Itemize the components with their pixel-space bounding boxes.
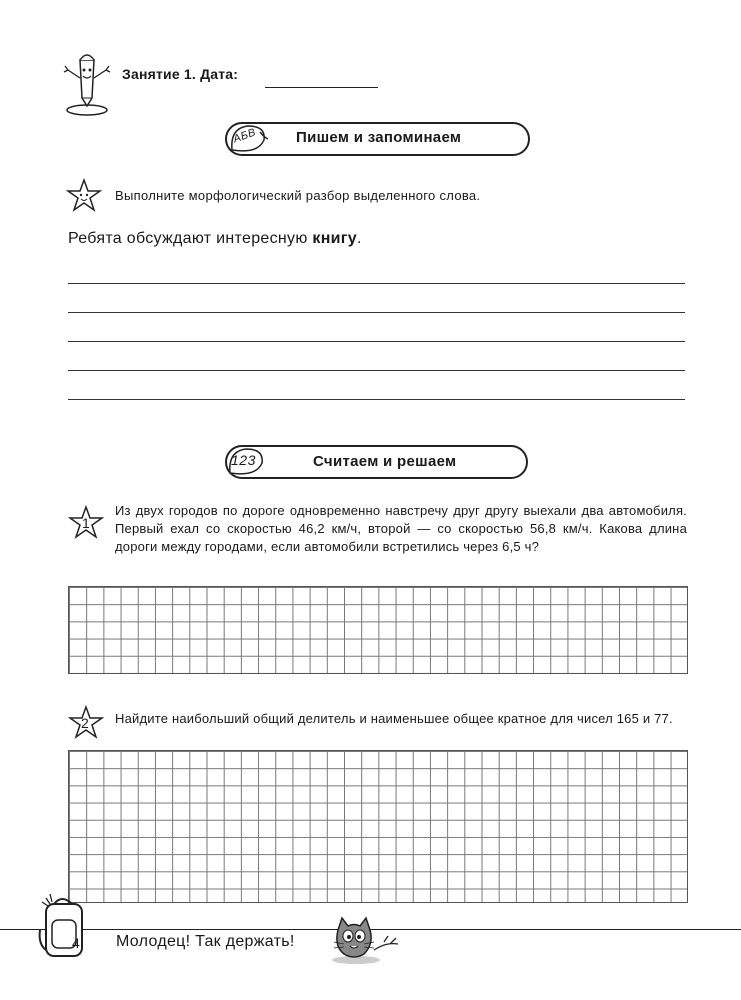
task-2-star — [68, 705, 104, 741]
pencil-mascot-icon — [62, 48, 112, 118]
numbers-icon-text: 123 — [231, 452, 256, 468]
task-1-number: 1 — [82, 515, 90, 531]
abv-icon — [228, 120, 268, 158]
answer-grid-1[interactable] — [68, 586, 688, 674]
task-2-number: 2 — [81, 715, 89, 731]
footer-motto: Молодец! Так держать! — [116, 933, 295, 950]
section-title-write: Пишем и запоминаем — [296, 129, 462, 146]
page-number: 4 — [72, 935, 80, 951]
analysis-sentence — [68, 230, 362, 248]
numbers-icon — [226, 443, 270, 481]
writing-line[interactable] — [68, 370, 685, 371]
task-1-text: Из двух городов по дороге одновременно навстречу друг другу выехали два автомобиля. Первый ехал со скоростью 46,2 км/ч, второй — со скоростью 56,8 км/ч. Какова длина дороги между городами, если автомобили встретились через 6,5 ч? — [115, 503, 687, 554]
sentence-text: Ребята обсуждают интересную — [68, 230, 313, 247]
writing-line[interactable] — [68, 341, 685, 342]
answer-grid-2[interactable] — [68, 750, 688, 903]
abv-icon-text: АБВ — [231, 126, 258, 146]
highlighted-word: книгу — [312, 230, 357, 247]
cat-mascot-icon — [326, 914, 402, 966]
backpack-icon — [32, 890, 94, 960]
sentence-end: . — [356, 230, 362, 247]
star-icon — [66, 178, 102, 214]
writing-line[interactable] — [68, 399, 685, 400]
lesson-title: Занятие 1. Дата: — [122, 66, 239, 82]
writing-line[interactable] — [68, 312, 685, 313]
date-field-line[interactable] — [265, 87, 378, 88]
section-title-math: Считаем и решаем — [313, 453, 457, 470]
task-instruction: Выполните морфологический разбор выделенного слова. — [115, 188, 481, 203]
task-2-text: Найдите наибольший общий делитель и наименьшее общее кратное для чисел 165 и 77. — [115, 711, 673, 726]
task-1-star — [68, 505, 104, 541]
writing-line[interactable] — [68, 283, 685, 284]
